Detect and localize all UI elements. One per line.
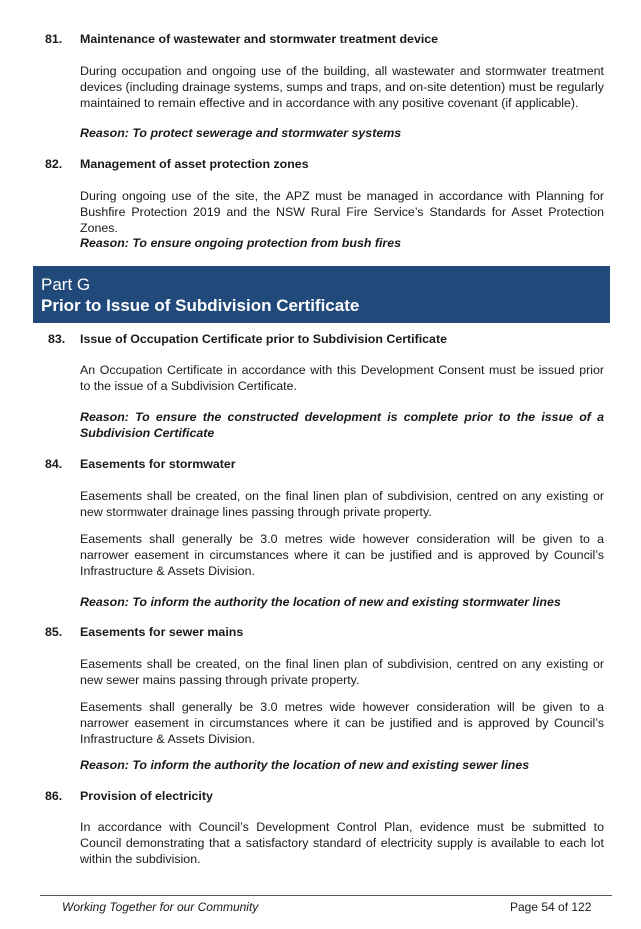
condition-heading: Issue of Occupation Certificate prior to Subdivision Certificate bbox=[80, 332, 447, 346]
condition-number: 84. bbox=[45, 457, 63, 471]
condition-number: 83. bbox=[48, 332, 66, 346]
condition-paragraph: Easements shall be created, on the final linen plan of subdivision, centred on any existing or new stormwater drainage lines passing through private property. bbox=[80, 489, 604, 519]
condition-reason: Reason: To inform the authority the location of new and existing sewer lines bbox=[80, 758, 530, 772]
condition-reason: Reason: To inform the authority the location of new and existing stormwater lines bbox=[80, 595, 561, 609]
condition-heading: Easements for sewer mains bbox=[80, 625, 244, 639]
condition-paragraph: Easements shall be created, on the final linen plan of subdivision, centred on any existing or new sewer mains passing through private property. bbox=[80, 657, 604, 687]
part-banner bbox=[33, 266, 610, 323]
condition-heading: Provision of electricity bbox=[80, 789, 213, 803]
condition-number: 86. bbox=[45, 789, 63, 803]
condition-reason: Reason: To ensure the constructed development is complete prior to the issue of a Subdivision Certificate bbox=[80, 410, 604, 440]
part-title: Prior to Issue of Subdivision Certificate bbox=[41, 296, 360, 315]
condition-heading: Management of asset protection zones bbox=[80, 157, 309, 171]
condition-paragraph: During ongoing use of the site, the APZ must be managed in accordance with Planning for Bushfire Protection 2019 and the NSW Rural Fire Service’s Standards for Asset Protection Zones. bbox=[80, 189, 604, 235]
page-number: Page 54 of 122 bbox=[510, 900, 592, 914]
part-label: Part G bbox=[41, 275, 91, 294]
condition-paragraph: In accordance with Council’s Development Control Plan, evidence must be submitted to Council demonstrating that a satisfactory standard of electricity supply is available to each lot within the subdivision. bbox=[80, 820, 604, 866]
condition-heading: Maintenance of wastewater and stormwater treatment device bbox=[80, 32, 439, 46]
footer-slogan: Working Together for our Community bbox=[62, 900, 259, 914]
condition-paragraph: Easements shall generally be 3.0 metres wide however consideration will be given to a narrower easement in circumstances where it can be justified and is approved by Council’s Infrastructure & Assets Division. bbox=[80, 700, 604, 746]
footer-divider bbox=[40, 895, 612, 896]
condition-number: 82. bbox=[45, 157, 63, 171]
condition-number: 85. bbox=[45, 625, 63, 639]
condition-paragraph: Easements shall generally be 3.0 metres wide however consideration will be given to a narrower easement in circumstances where it can be justified and is approved by Council’s Infrastructure & Assets Division. bbox=[80, 532, 604, 578]
condition-heading: Easements for stormwater bbox=[80, 457, 236, 471]
condition-reason: Reason: To ensure ongoing protection from bush fires bbox=[80, 236, 402, 250]
condition-reason: Reason: To protect sewerage and stormwater systems bbox=[80, 126, 402, 140]
condition-paragraph: During occupation and ongoing use of the building, all wastewater and stormwater treatment devices (including drainage systems, sumps and traps, and on-site detention) must be regularly maintained to remain effective and in accordance with any positive covenant (if applicable). bbox=[80, 64, 604, 110]
condition-number: 81. bbox=[45, 32, 63, 46]
condition-paragraph: An Occupation Certificate in accordance with this Development Consent must be issued prior to the issue of a Subdivision Certificate. bbox=[80, 363, 604, 393]
